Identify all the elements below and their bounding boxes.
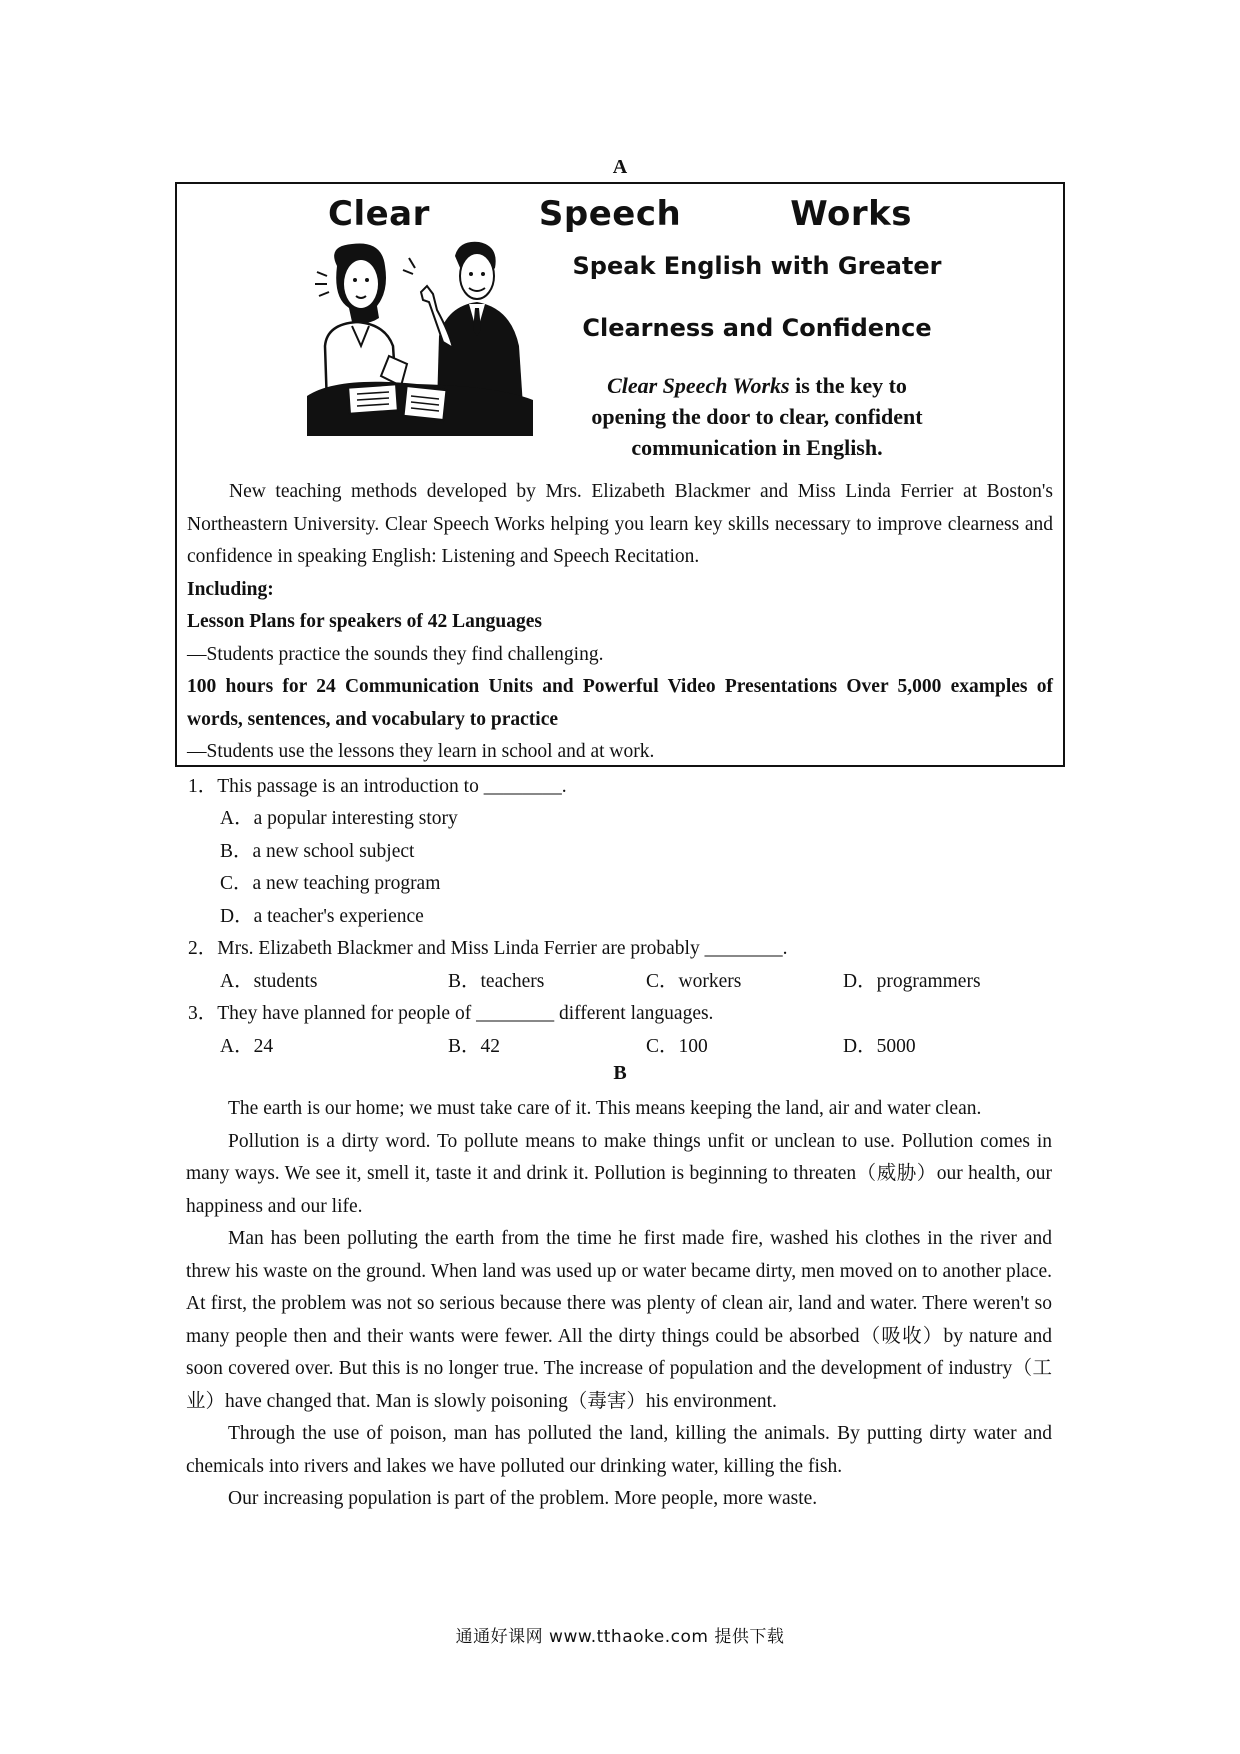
question-1-stem: 1．This passage is an introduction to ________. <box>188 776 567 797</box>
question-1-option-b[interactable]: B．a new school subject <box>220 841 415 862</box>
ad-subtitle-line2: Clearness and Confidence <box>582 314 932 342</box>
ad-subtitle-line1: Speak English with Greater <box>572 252 942 280</box>
ad-intro-paragraph: New teaching methods developed by Mrs. Elizabeth Blackmer and Miss Linda Ferrier at Boston's Northeastern University. Clear Speech Works helping you learn key skills necessary to improve clearness and confidence in speaking English: Listening and Speech Recitation. <box>187 481 1053 567</box>
passage-paragraph: Pollution is a dirty word. To pollute means to make things unfit or unclean to use. Pollution comes in many ways. We see it, smell it, taste it and drink it. Pollution is beginning to threaten（威胁）our health, our happiness and our life. <box>186 1130 1052 1217</box>
page-footer: 通通好课网 www.tthaoke.com 提供下载 <box>455 1627 785 1647</box>
ad-tagline-line2: opening the door to clear, confident <box>591 404 923 429</box>
section-b-heading: B <box>613 1062 627 1084</box>
question-3-option-d[interactable]: D．5000 <box>843 1036 916 1057</box>
ad-body <box>187 476 1053 769</box>
ad-tagline-line3: communication in English. <box>631 435 883 460</box>
advertisement-box <box>175 182 1065 767</box>
question-2-stem: 2．Mrs. Elizabeth Blackmer and Miss Linda Ferrier are probably ________. <box>188 938 788 959</box>
question-3-option-c[interactable]: C．100 <box>646 1036 708 1057</box>
question-2-option-c[interactable]: C．workers <box>646 971 742 992</box>
ad-tagline-product: Clear Speech Works <box>607 373 790 398</box>
question-3-option-b[interactable]: B．42 <box>448 1036 501 1057</box>
passage-paragraph: Through the use of poison, man has polluted the land, killing the animals. By putting dirty water and chemicals into rivers and lakes we have polluted our drinking water, killing the fish. <box>186 1423 1052 1477</box>
ad-item2-heading: 100 hours for 24 Communication Units and Powerful Video Presentations Over 5,000 examples of words, sentences, and vocabulary to practice <box>187 676 1053 730</box>
ad-item1-note: —Students practice the sounds they find challenging. <box>187 643 604 665</box>
question-1-option-d[interactable]: D．a teacher's experience <box>220 906 424 927</box>
passage-paragraph: Man has been polluting the earth from the time he first made fire, washed his clothes in the river and threw his waste on the ground. When land was used up or water became dirty, men moved on to another place. At first, the problem was not so serious because there was plenty of clean air, land and water. There weren't so many people then and their wants were fewer. All the dirty things could be absorbed（吸收）by nature and soon covered over. But this is no longer true. The increase of population and the development of industry（工业）have changed that. Man is slowly poisoning（毒害）his environment. <box>186 1228 1052 1412</box>
ad-including-label: Including: <box>187 578 274 600</box>
question-2-option-b[interactable]: B．teachers <box>448 971 545 992</box>
teacher-student-illustration <box>297 236 537 441</box>
question-1-option-a[interactable]: A．a popular interesting story <box>220 808 458 829</box>
ad-tagline-line1: is the key to <box>789 373 907 398</box>
passage-paragraph: Our increasing population is part of the problem. More people, more waste. <box>228 1488 818 1509</box>
question-3-option-a[interactable]: A．24 <box>220 1036 274 1057</box>
question-2-option-d[interactable]: D．programmers <box>843 971 981 992</box>
question-2-option-a[interactable]: A．students <box>220 971 318 992</box>
passage-b <box>186 1093 1052 1516</box>
ad-item1-heading: Lesson Plans for speakers of 42 Languages <box>187 611 543 632</box>
question-1-option-c[interactable]: C．a new teaching program <box>220 873 441 894</box>
ad-tagline <box>547 370 967 463</box>
ad-title: Clear Speech Works <box>328 194 912 234</box>
question-3-stem: 3．They have planned for people of ________ different languages. <box>188 1003 714 1024</box>
passage-paragraph: The earth is our home; we must take care of it. This means keeping the land, air and water clean. <box>228 1098 982 1119</box>
section-a-heading: A <box>612 156 628 178</box>
ad-item2-note: —Students use the lessons they learn in school and at work. <box>187 741 655 762</box>
